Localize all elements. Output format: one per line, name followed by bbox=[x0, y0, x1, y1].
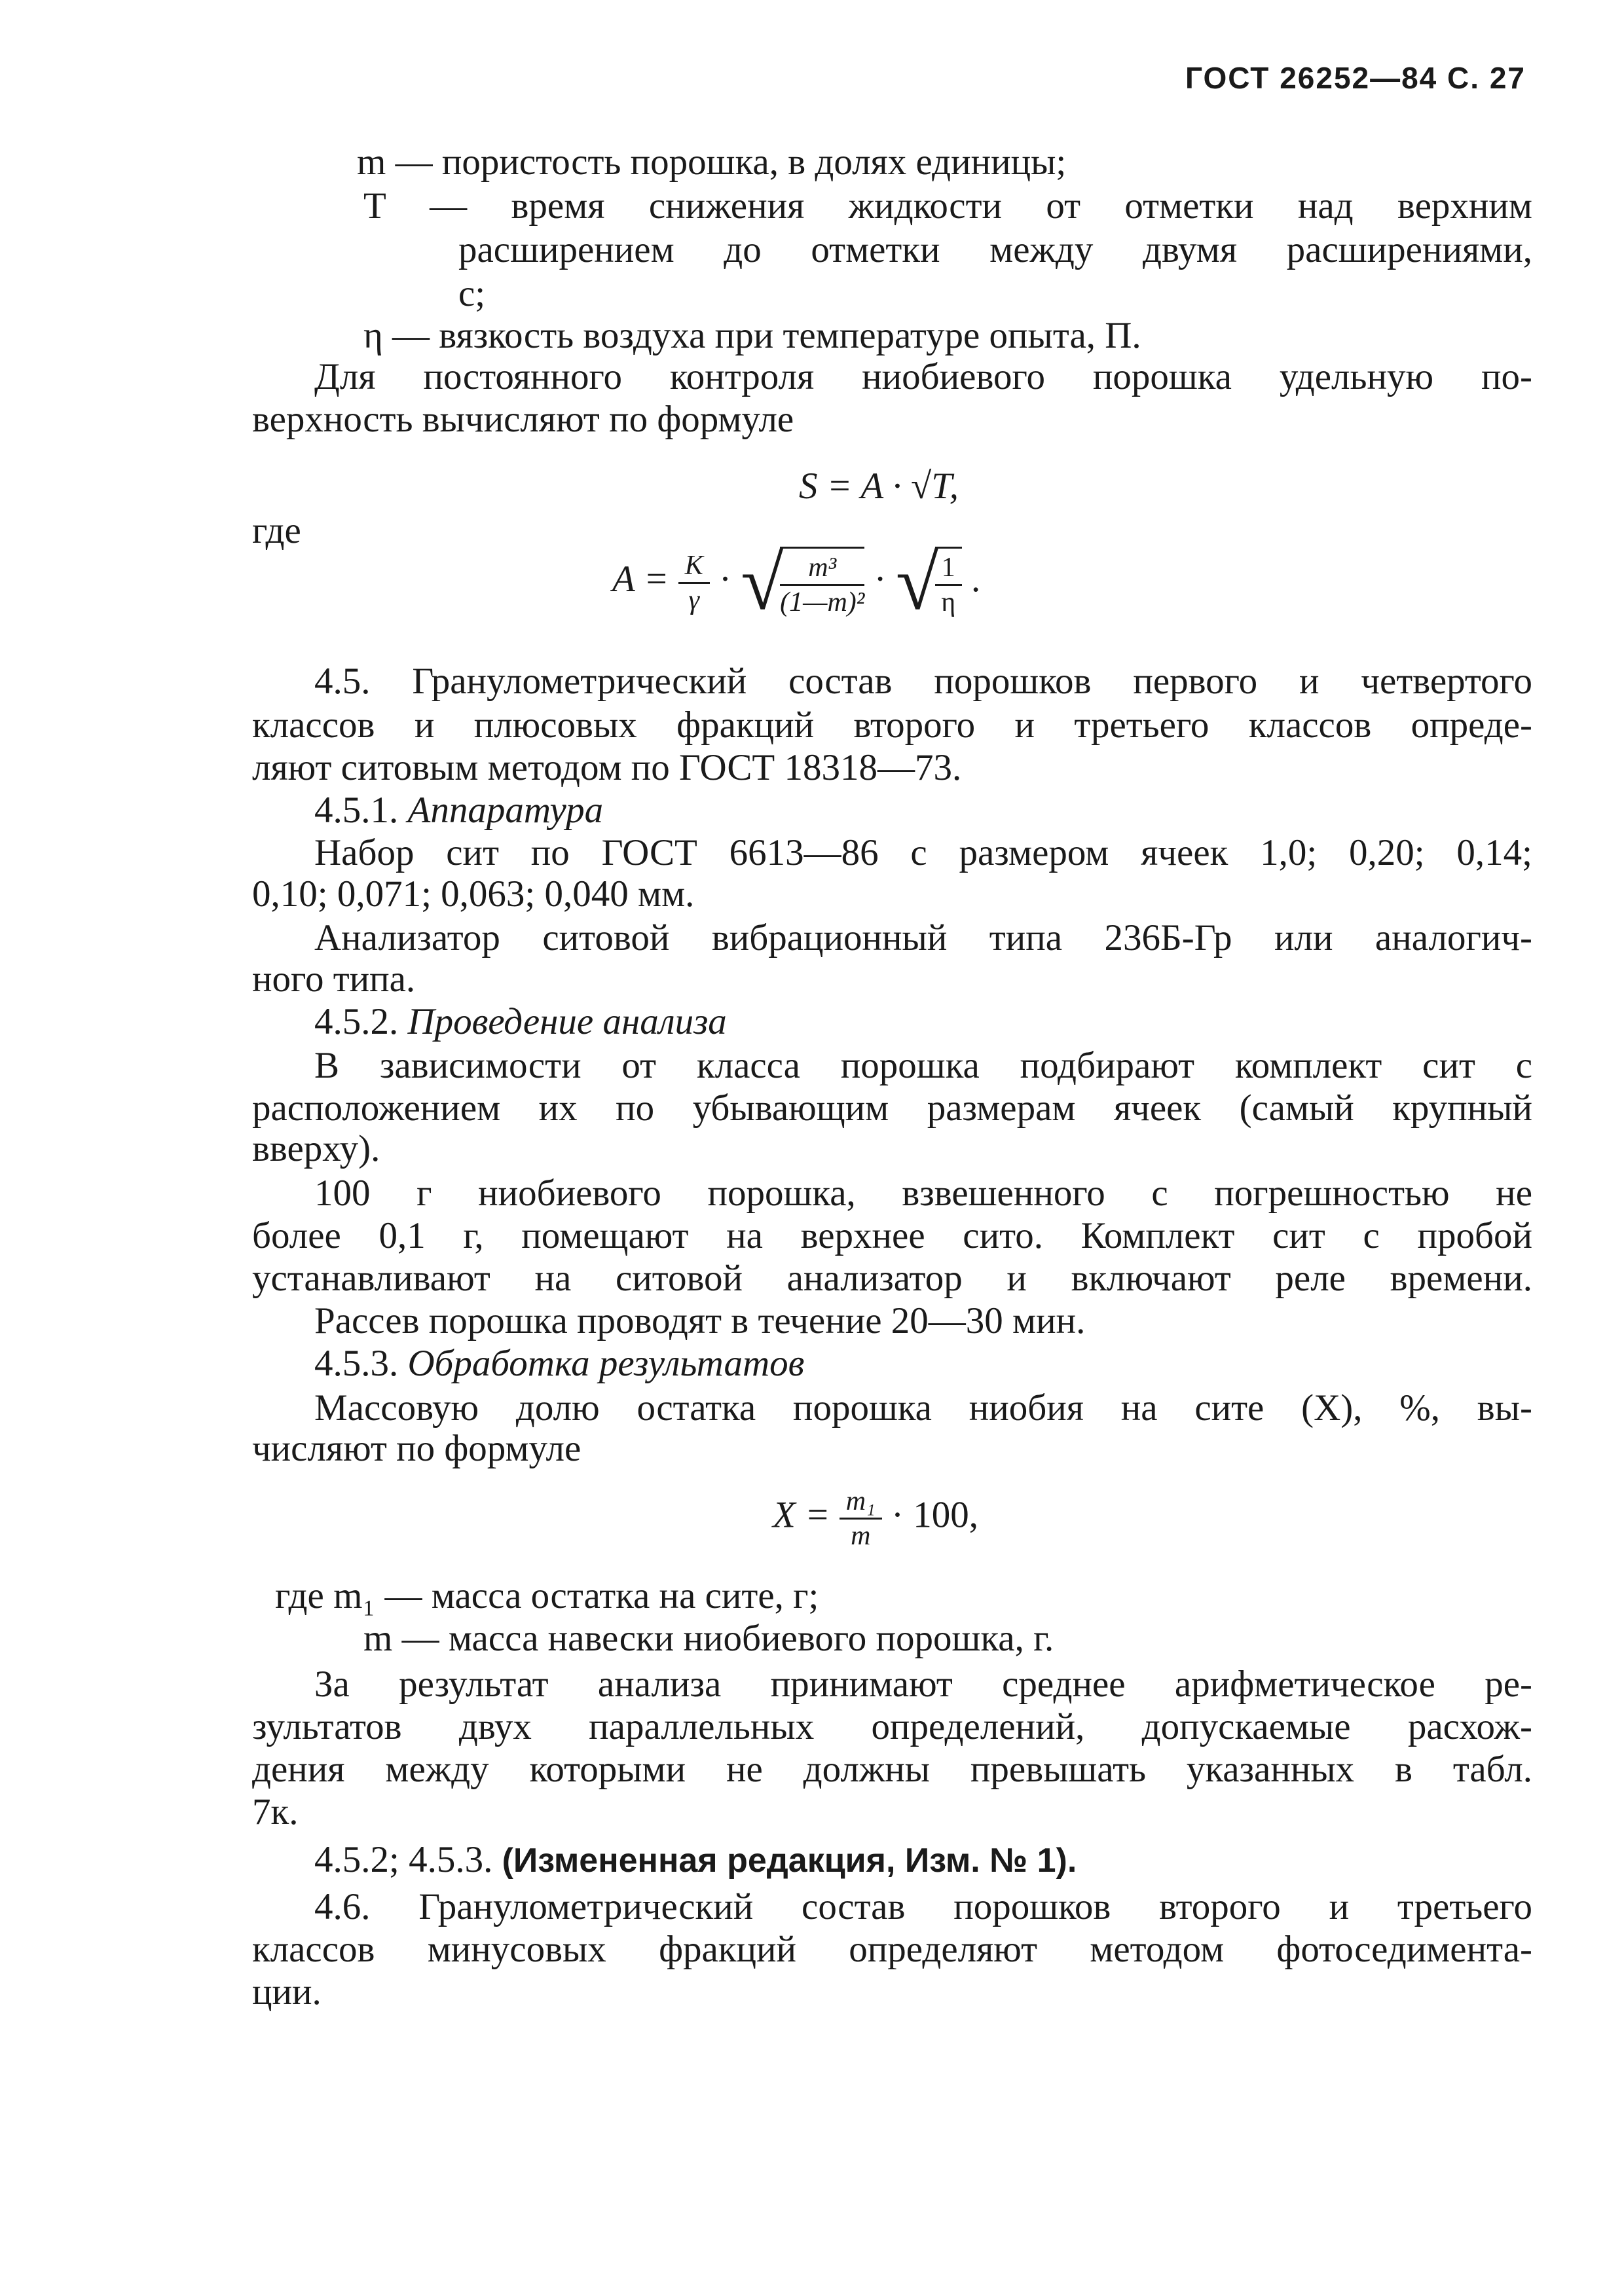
para-4-5-1: 0,10; 0,071; 0,063; 0,040 мм. bbox=[252, 873, 695, 915]
where-m: m — масса навески ниобиевого порошка, г. bbox=[363, 1618, 1054, 1659]
dot-operator: · bbox=[874, 558, 887, 600]
denominator: η bbox=[941, 587, 956, 617]
heading-number: 4.5.3. bbox=[314, 1343, 399, 1384]
para-4-5-1: Анализатор ситовой вибрационный типа 236Б-Гр или аналогич- bbox=[314, 917, 1532, 958]
change-prefix: 4.5.2; 4.5.3. bbox=[314, 1839, 493, 1880]
para-4-6: классов минусовых фракций определяют методом фотоседимента- bbox=[252, 1929, 1532, 1970]
numerator: 1 bbox=[935, 551, 962, 586]
def-t-cont: расширением до отметки между двумя расширениями, bbox=[458, 229, 1532, 270]
def-eta: η — вязкость воздуха при температуре опыта, П. bbox=[363, 315, 1141, 356]
formula-x-lhs: X = bbox=[773, 1494, 830, 1536]
para-4-5: 4.5. Гранулометрический состав порошков первого и четвертого bbox=[314, 661, 1532, 702]
page-header: ГОСТ 26252—84 С. 27 bbox=[1185, 61, 1526, 95]
numerator: m₁ bbox=[840, 1485, 882, 1520]
def-m: m — пористость порошка, в долях единицы; bbox=[357, 141, 1067, 183]
para-4-5-2: устанавливают на ситовой анализатор и включают реле времени. bbox=[252, 1258, 1532, 1299]
numerator: m³ bbox=[780, 551, 864, 586]
heading-title: Проведение анализа bbox=[407, 1001, 727, 1042]
where-m1: где m₁ — масса остатка на сите, г; bbox=[275, 1575, 819, 1616]
heading-4-5-1 bbox=[314, 789, 1601, 832]
where-label: где bbox=[252, 510, 301, 551]
fraction-m1-m bbox=[840, 1485, 882, 1552]
heading-4-5-3 bbox=[314, 1342, 1601, 1385]
radical-sign-icon: √ bbox=[741, 539, 784, 626]
def-t: T — время снижения жидкости от отметки над верхним bbox=[363, 185, 1532, 227]
dot-operator: · bbox=[719, 558, 732, 600]
sqrt-eta bbox=[895, 539, 962, 626]
formula-a-lhs: A = bbox=[612, 558, 669, 600]
heading-number: 4.5.2. bbox=[314, 1001, 399, 1042]
sqrt-m3 bbox=[741, 539, 865, 626]
para-text: Для постоянного контроля ниобиевого порошка удельную по- bbox=[314, 356, 1532, 397]
denominator: γ bbox=[688, 585, 700, 615]
para-result: 7к. bbox=[252, 1791, 299, 1832]
heading-number: 4.5.1. bbox=[314, 790, 399, 831]
change-note bbox=[314, 1838, 1601, 1882]
para-4-6: 4.6. Гранулометрический состав порошков второго и третьего bbox=[314, 1886, 1532, 1927]
para-4-5-3: числяют по формуле bbox=[252, 1428, 581, 1469]
formula-x bbox=[773, 1485, 978, 1552]
def-t-end: с; bbox=[458, 273, 486, 314]
denominator: m bbox=[851, 1521, 871, 1551]
formula-s: S = A · √T, bbox=[799, 465, 959, 507]
para-text: верхность вычисляют по формуле bbox=[252, 399, 794, 440]
formula-a bbox=[612, 539, 981, 626]
para-4-5-1: ного типа. bbox=[252, 958, 416, 1000]
radical-sign-icon: √ bbox=[895, 539, 939, 626]
fraction-k-gamma bbox=[678, 549, 710, 617]
para-4-5-2: Рассев порошка проводят в течение 20—30 мин. bbox=[314, 1300, 1086, 1341]
para-result: За результат анализа принимают среднее арифметическое ре- bbox=[314, 1664, 1532, 1705]
para-4-5-2: более 0,1 г, помещают на верхнее сито. Комплект сит с пробой bbox=[252, 1215, 1532, 1256]
para-4-5-1: Набор сит по ГОСТ 6613—86 с размером ячеек 1,0; 0,20; 0,14; bbox=[314, 832, 1532, 873]
heading-title: Обработка результатов bbox=[407, 1343, 805, 1384]
heading-4-5-2 bbox=[314, 1000, 1601, 1044]
fraction-eta bbox=[935, 551, 962, 619]
numerator: K bbox=[678, 549, 710, 584]
para-4-5-3: Массовую долю остатка порошка ниобия на сите (X), %, вы- bbox=[314, 1387, 1532, 1429]
para-4-5-2: расположением их по убывающим размерам ячеек (самый крупный bbox=[252, 1087, 1532, 1129]
para-result: зультатов двух параллельных определений, допускаемые расхож- bbox=[252, 1706, 1532, 1747]
para-4-5-2: В зависимости от класса порошка подбирают комплект сит с bbox=[314, 1045, 1532, 1086]
para-4-6: ции. bbox=[252, 1971, 322, 2013]
fraction-m3 bbox=[780, 551, 864, 619]
para-4-5: ляют ситовым методом по ГОСТ 18318—73. bbox=[252, 747, 962, 788]
formula-x-rhs: · 100, bbox=[891, 1494, 978, 1536]
denominator: (1—m)² bbox=[780, 587, 865, 617]
para-result: дения между которыми не должны превышать указанных в табл. bbox=[252, 1749, 1532, 1790]
para-4-5-2: вверху). bbox=[252, 1128, 380, 1169]
heading-title: Аппаратура bbox=[407, 790, 604, 831]
period: . bbox=[970, 558, 981, 600]
para-4-5: классов и плюсовых фракций второго и третьего классов опреде- bbox=[252, 704, 1532, 746]
para-4-5-2: 100 г ниобиевого порошка, взвешенного с погрешностью не bbox=[314, 1173, 1532, 1214]
change-text: (Измененная редакция, Изм. № 1). bbox=[502, 1842, 1077, 1880]
